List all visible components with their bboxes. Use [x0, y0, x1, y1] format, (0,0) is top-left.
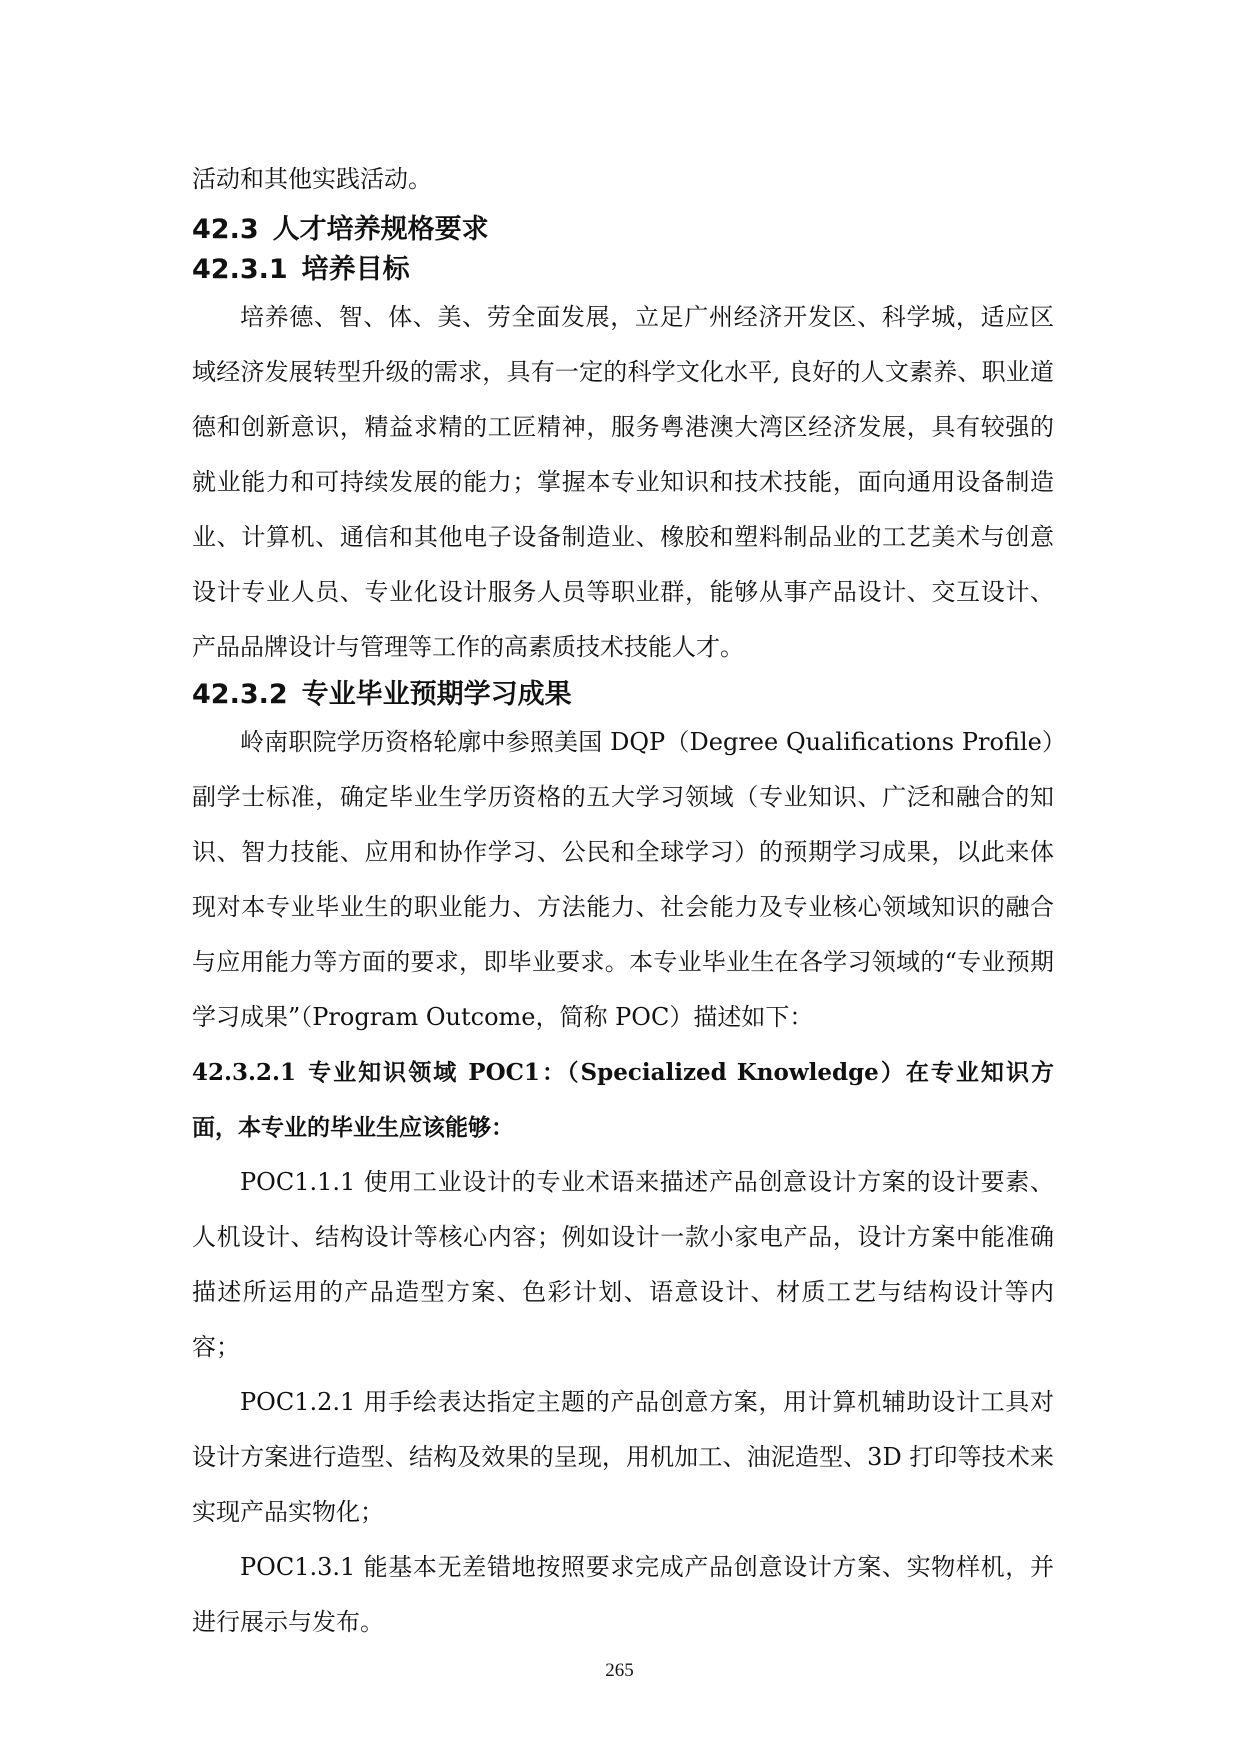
outcomes-paragraph: 岭南职院学历资格轮廓中参照美国 DQP（Degree Qualifications Profile）副学士标准，确定毕业生学历资格的五大学习领域（专业知识、广泛和融合的知识、智力技能、应用和协作学习、公民和全球学习）的预期学习成果，以此来体现对本专业毕业生的职业能力、方法能力、社会能力及专业核心领域知识的融合与应用能力等方面的要求，即毕业要求。本专业毕业生在各学习领域的“专业预期学习成果”（Program Outcome，简称 POC）描述如下： — [192, 728, 1054, 1031]
intro-tail-text: 活动和其他实践活动。 — [192, 165, 432, 193]
section-title: 培养目标 — [301, 254, 410, 285]
section-number: 42.3.1 — [192, 254, 288, 285]
section-heading-42-3-2 — [192, 675, 1054, 715]
section-heading-42-3 — [192, 210, 1054, 250]
section-title: 专业知识领域 POC1：（Specialized Knowledge）在专业知识方面，本专业的毕业生应该能够： — [192, 1059, 1054, 1141]
training-goal-paragraph: 培养德、智、体、美、劳全面发展，立足广州经济开发区、科学城，适应区域经济发展转型升级的需求，具有一定的科学文化水平, 良好的人文素养、职业道德和创新意识，精益求精的工匠精神，服务粤港澳大湾区经济发展，具有较强的就业能力和可持续发展的能力；掌握本专业知识和技术技能，面向通用设备制造业、计算机、通信和其他电子设备制造业、橡胶和塑料制品业的工艺美术与创意设计专业人员、专业化设计服务人员等职业群，能够从事产品设计、交互设计、产品品牌设计与管理等工作的高素质技术技能人才。 — [192, 303, 1054, 661]
section-title: 人才培养规格要求 — [272, 214, 489, 245]
page-number: 265 — [605, 1660, 634, 1681]
section-number: 42.3.2 — [192, 679, 288, 710]
poc-item: POC1.3.1 能基本无差错地按照要求完成产品创意设计方案、实物样机，并进行展示与发布。 — [192, 1553, 1054, 1636]
section-number: 42.3.2.1 — [192, 1059, 297, 1086]
poc-item: POC1.2.1 用手绘表达指定主题的产品创意方案，用计算机辅助设计工具对设计方案进行造型、结构及效果的呈现，用机加工、油泥造型、3D 打印等技术来实现产品实物化； — [192, 1388, 1054, 1526]
poc-item: POC1.1.1 使用工业设计的专业术语来描述产品创意设计方案的设计要素、人机设计、结构设计等核心内容；例如设计一款小家电产品，设计方案中能准确描述所运用的产品造型方案、色彩计划、语意设计、材质工艺与结构设计等内容； — [192, 1168, 1054, 1361]
section-number: 42.3 — [192, 214, 259, 245]
section-heading-42-3-1 — [192, 250, 1054, 290]
section-title: 专业毕业预期学习成果 — [301, 679, 572, 710]
section-heading-42-3-2-1 — [192, 1045, 1054, 1155]
document-page — [192, 148, 1054, 1650]
